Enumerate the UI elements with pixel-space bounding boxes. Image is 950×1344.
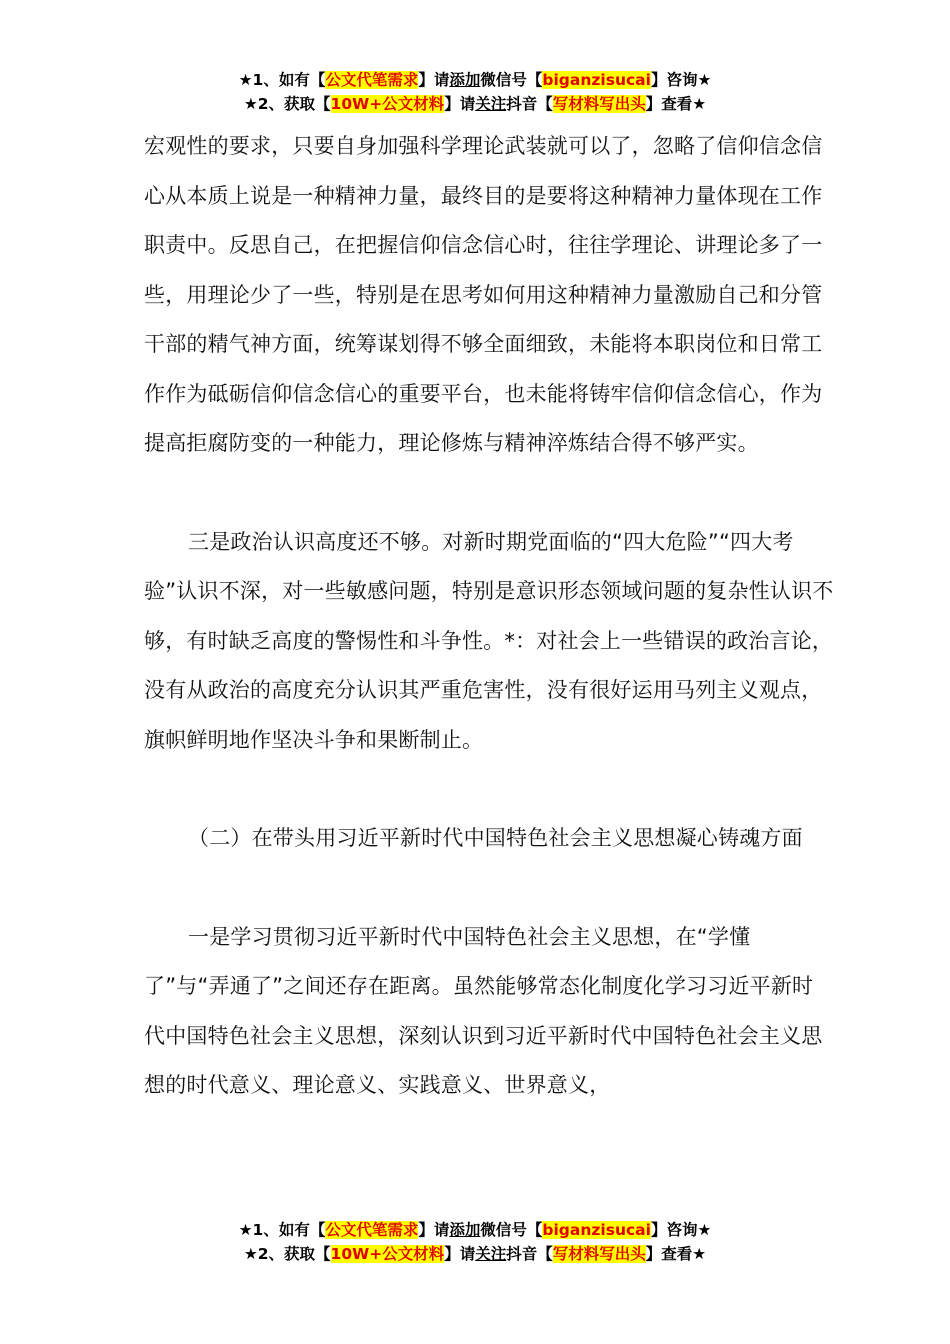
banner-underline: 关注 <box>475 95 507 113</box>
banner-line-2 <box>0 92 950 116</box>
banner-text: 】咨询★ <box>650 1221 712 1239</box>
header-banner <box>0 68 950 116</box>
banner-text: 】请 <box>444 1245 476 1263</box>
banner-highlight: 10W+公文材料 <box>330 1245 445 1263</box>
banner-text: ★1、如有【 <box>238 71 326 89</box>
banner-underline: 添加 <box>449 1221 481 1239</box>
banner-line-2 <box>0 1242 950 1266</box>
banner-text: 】请 <box>418 71 450 89</box>
document-body <box>144 122 834 1111</box>
banner-highlight: 公文代笔需求 <box>325 71 419 89</box>
banner-text: 】查看★ <box>645 1245 707 1263</box>
paragraph: 三是政治认识高度还不够。对新时期党面临的“四大危险”“四大考验”认识不深，对一些敏感问题，特别是意识形态领域问题的复杂性认识不够，有时缺乏高度的警惕性和斗争性。*：对社会上一些错误的政治言论，没有从政治的高度充分认识其严重危害性，没有很好运用马列主义观点，旗帜鲜明地作坚决斗争和果断制止。 <box>144 529 834 752</box>
banner-text: 】请 <box>418 1221 450 1239</box>
banner-underline: 添加 <box>449 71 481 89</box>
banner-text: ★2、获取【 <box>243 95 331 113</box>
paragraph-gap <box>144 765 834 814</box>
banner-text: 抖音【 <box>506 95 553 113</box>
paragraph: 一是学习贯彻习近平新时代中国特色社会主义思想，在“学懂了”与“弄通了”之间还存在距离。虽然能够常态化制度化学习习近平新时代中国特色社会主义思想，深刻认识到习近平新时代中国特色社会主义思想的时代意义、理论意义、实践意义、世界意义， <box>144 924 823 1097</box>
banner-text: 】查看★ <box>645 95 707 113</box>
banner-text: ★2、获取【 <box>243 1245 331 1263</box>
banner-text: 】咨询★ <box>650 71 712 89</box>
banner-text: 微信号【 <box>480 71 543 89</box>
banner-highlight: 公文代笔需求 <box>325 1221 419 1239</box>
banner-line-1 <box>0 1218 950 1242</box>
banner-highlight: biganzisucai <box>542 1221 651 1239</box>
banner-text: ★1、如有【 <box>238 1221 326 1239</box>
banner-highlight: biganzisucai <box>542 71 651 89</box>
banner-underline: 关注 <box>475 1245 507 1263</box>
banner-text: 微信号【 <box>480 1221 543 1239</box>
paragraph: 宏观性的要求，只要自身加强科学理论武装就可以了，忽略了信仰信念信心从本质上说是一种精神力量，最终目的是要将这种精神力量体现在工作职责中。反思自己，在把握信仰信念信心时，往往学理论、讲理论多了一些，用理论少了一些，特别是在思考如何用这种精神力量激励自己和分管干部的精气神方面，统筹谋划得不够全面细致，未能将本职岗位和日常工作作为砥砺信仰信念信心的重要平台，也未能将铸牢信仰信念信心，作为提高拒腐防变的一种能力，理论修炼与精神淬炼结合得不够严实。 <box>144 134 823 455</box>
footer-banner <box>0 1218 950 1266</box>
banner-highlight: 写材料写出头 <box>552 1245 646 1263</box>
banner-highlight: 写材料写出头 <box>552 95 646 113</box>
banner-highlight: 10W+公文材料 <box>330 95 445 113</box>
paragraph-gap <box>144 864 834 913</box>
paragraph-gap <box>144 469 834 518</box>
banner-text: 抖音【 <box>506 1245 553 1263</box>
banner-text: 】请 <box>444 95 476 113</box>
banner-line-1 <box>0 68 950 92</box>
section-heading: （二）在带头用习近平新时代中国特色社会主义思想凝心铸魂方面 <box>188 826 803 850</box>
